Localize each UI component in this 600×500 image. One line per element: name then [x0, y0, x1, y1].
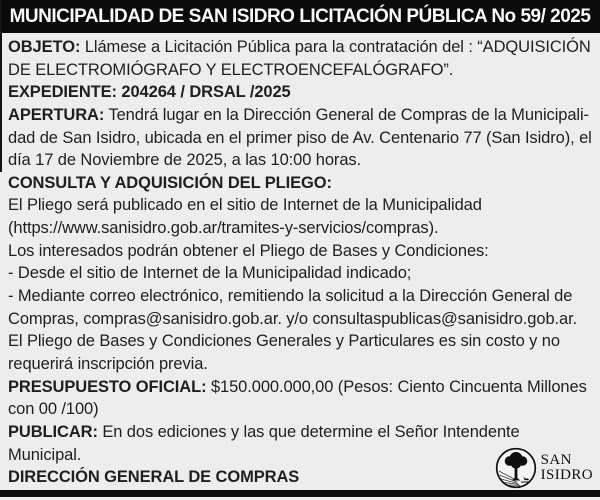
- notice-line: APERTURA: Tendrá lugar en la Dirección General de Compras de la Municipali-: [8, 105, 589, 124]
- notice-line: DE ELECTROMIÓGRAFO Y ELECTROENCEFALÓGRAFO”.: [8, 60, 454, 79]
- notice-line: Los interesados podrán obtener el Pliego de Bases y Condiciones:: [8, 241, 489, 260]
- notice-body: [8, 36, 594, 489]
- notice-line: dad de San Isidro, ubicada en el primer piso de Av. Centenario 77 (San Isidro), el: [8, 128, 592, 147]
- san-isidro-logo: [495, 447, 593, 489]
- notice-line: día 17 de Noviembre de 2025, a las 10:00 horas.: [8, 151, 362, 170]
- notice-line: - Desde el sitio de Internet de la Municipalidad indicado;: [8, 264, 412, 283]
- logo-line2: ISIDRO: [540, 467, 593, 483]
- notice-line: (https://www.sanisidro.gob.ar/tramites-y-servicios/compras).: [8, 219, 439, 238]
- notice-line: CONSULTA Y ADQUISICIÓN DEL PLIEGO:: [8, 173, 332, 192]
- notice-line: El Pliego de Bases y Condiciones Generales y Particulares es sin costo y no: [8, 332, 560, 351]
- notice-line: - Mediante correo electrónico, remitiendo la solicitud a la Dirección General de: [8, 287, 573, 306]
- notice-line: Municipal.: [8, 445, 82, 464]
- logo-line1: SAN: [540, 452, 572, 468]
- notice-line: DIRECCIÓN GENERAL DE COMPRAS: [8, 468, 300, 487]
- bottom-rule-bar: [0, 490, 600, 497]
- header-bar: [0, 0, 600, 33]
- notice-line: PUBLICAR: En dos ediciones y las que determine el Señor Intendente: [8, 422, 520, 441]
- notice-line: El Pliego será publicado en el sitio de Internet de la Municipalidad: [8, 196, 482, 215]
- notice-line: requerirá inscripción previa.: [8, 354, 208, 373]
- notice-line: PRESUPUESTO OFICIAL: $150.000.000,00 (Pesos: Ciento Cincuenta Millones: [8, 377, 587, 396]
- notice-line: OBJETO: Llámese a Licitación Pública para la contratación del : “ADQUISICIÓN: [8, 38, 591, 56]
- page-title: MUNICIPALIDAD DE SAN ISIDRO LICITACIÓN PÚBLICA No 59/ 2025: [9, 5, 591, 27]
- notice-line: EXPEDIENTE: 204264 / DRSAL /2025: [8, 83, 291, 102]
- notice-line: con 00 /100): [8, 400, 99, 419]
- tree-in-circle-icon: [495, 447, 537, 489]
- notice-line: Compras, compras@sanisidro.gob.ar. y/o consultaspublicas@sanisidro.gob.ar.: [8, 309, 578, 328]
- logo-wordmark: [541, 453, 593, 483]
- scan-edge-artifact: [0, 0, 2, 172]
